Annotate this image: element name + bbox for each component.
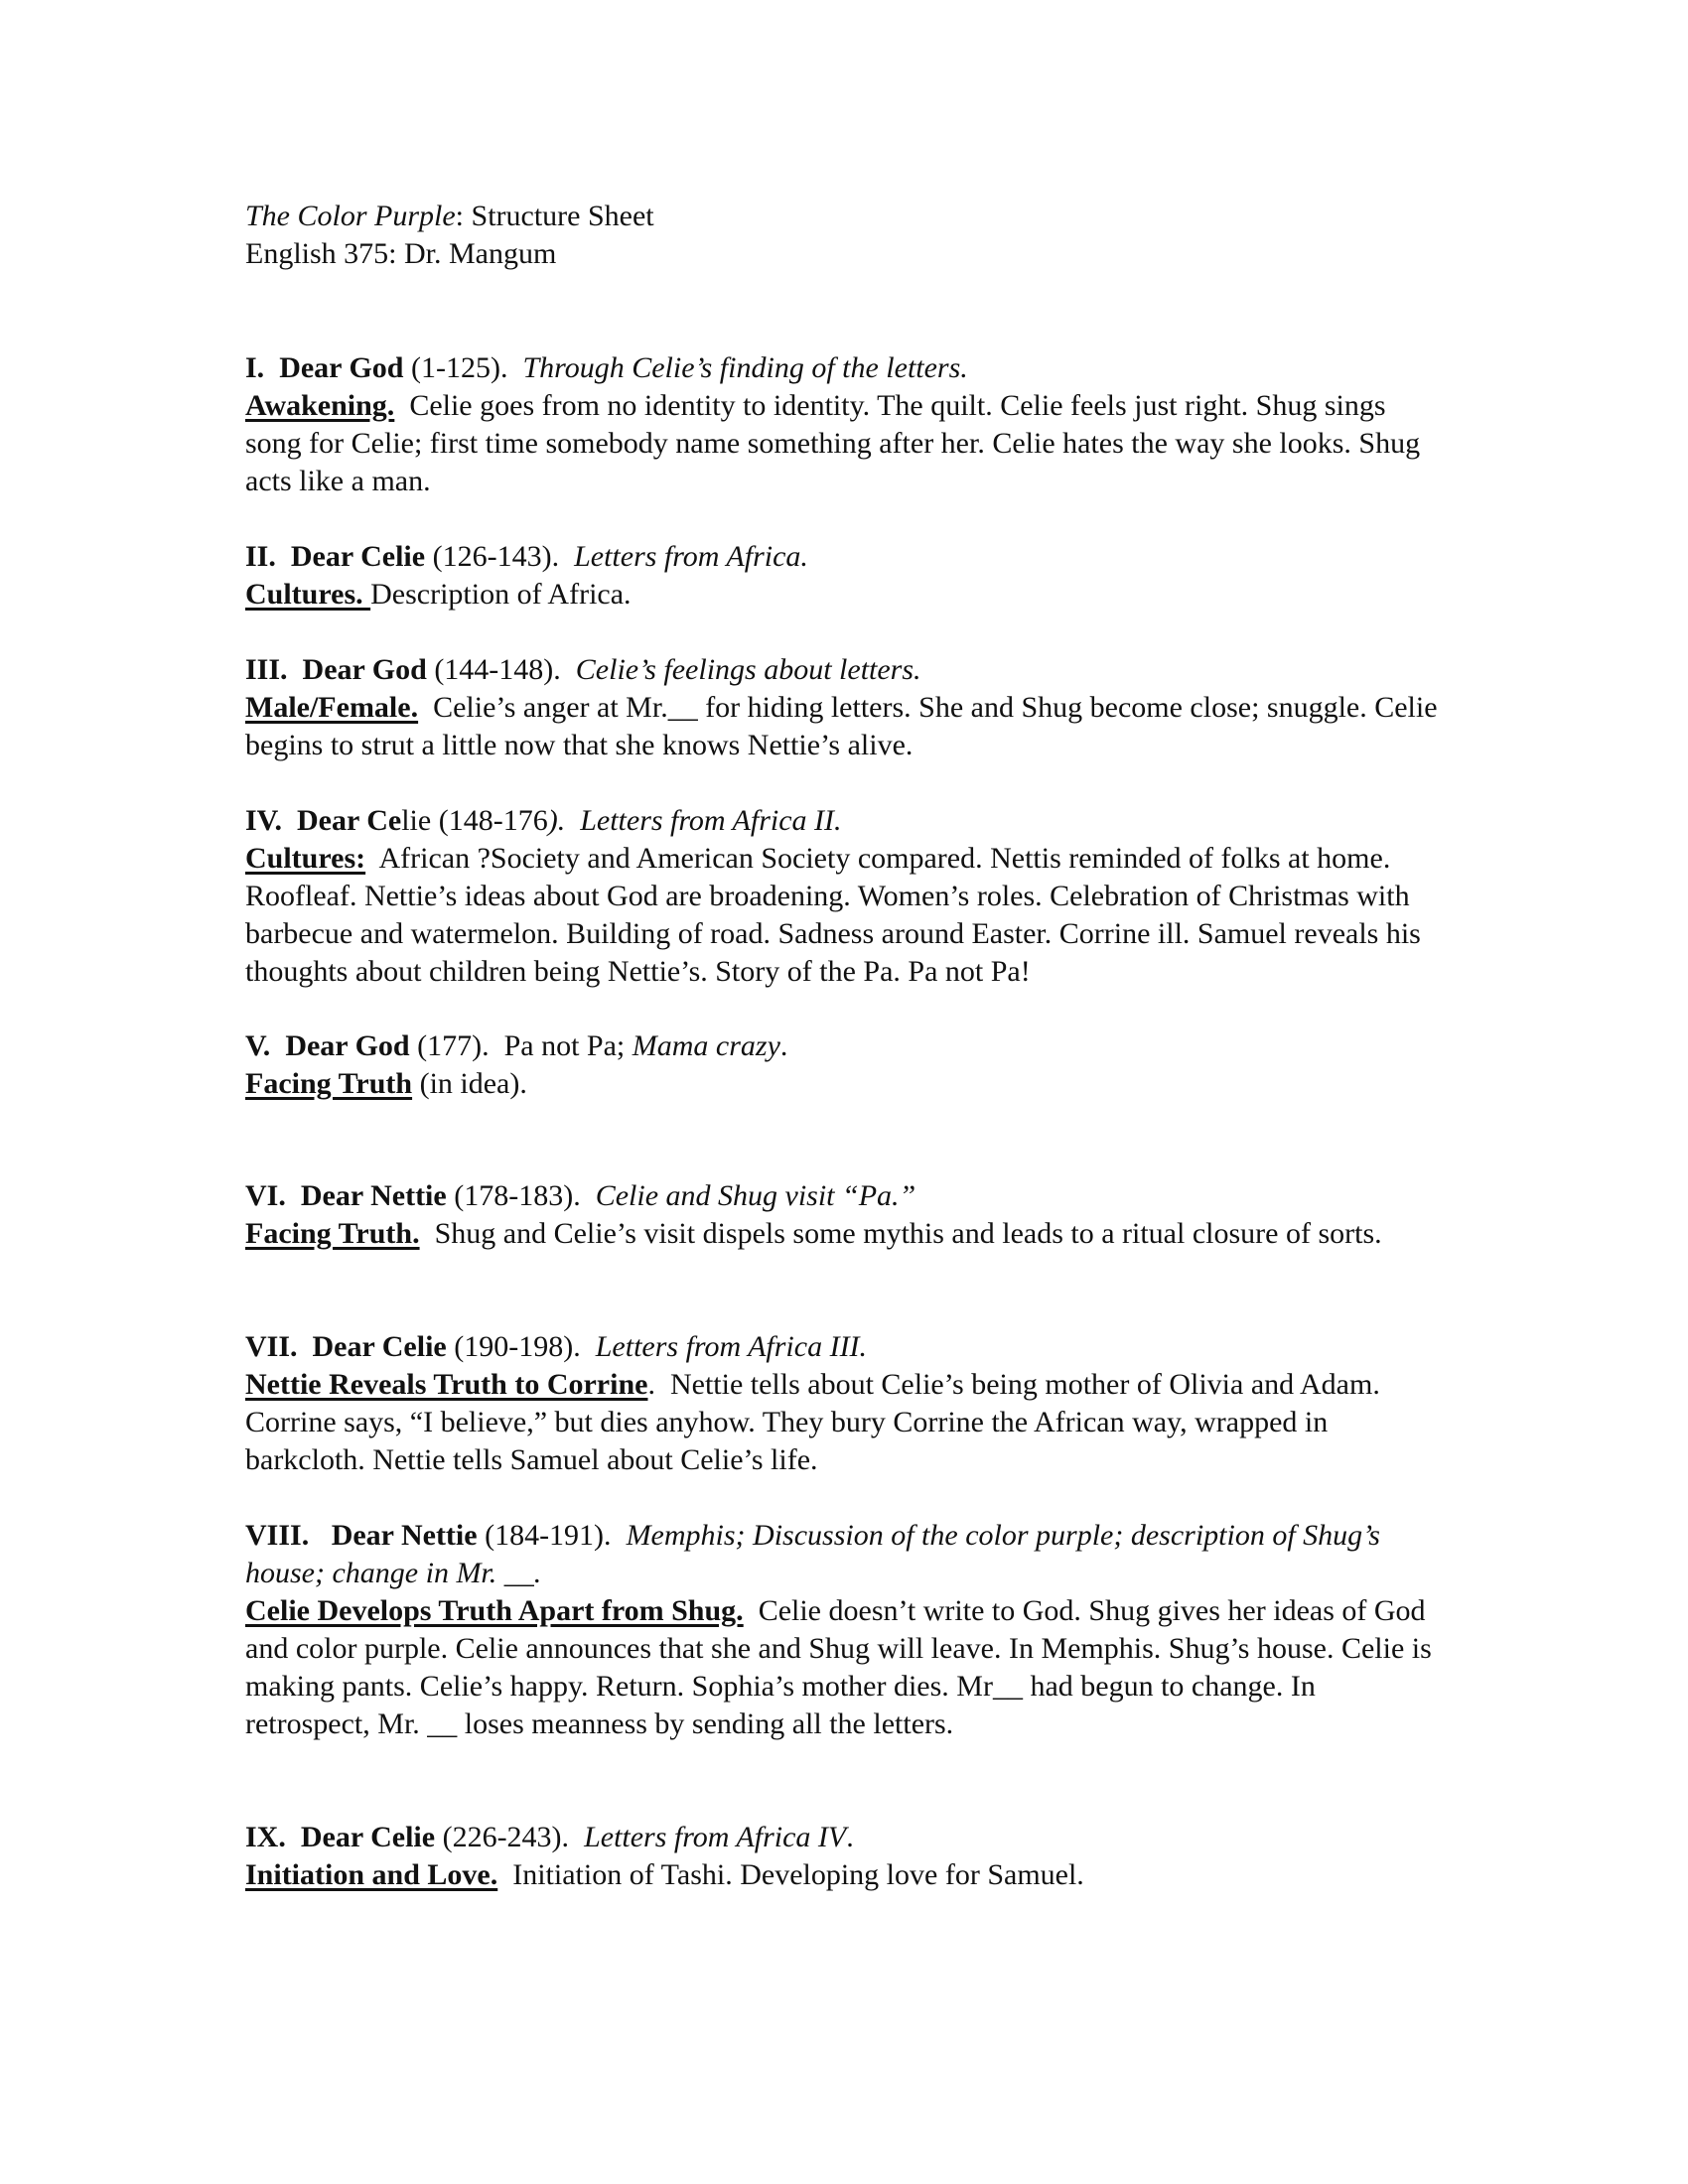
section-theme: Cultures. [245,578,371,611]
summary-end: . [779,1029,788,1062]
section-theme: Facing Truth. [245,1217,420,1250]
section-1 [245,349,1447,500]
section-9 [245,1819,1447,1894]
section-heading [245,538,1447,576]
page-range: (178-183). [446,1179,581,1212]
page-range: (226-243). [435,1821,570,1853]
book-title: The Color Purple [245,200,456,232]
section-heading [245,1027,1447,1065]
section-body [245,576,1447,614]
section-body [245,1856,1447,1894]
section-theme: Cultures: [245,842,366,875]
page-range: (177). [409,1029,490,1062]
section-theme: Male/Female. [245,691,419,724]
section-summary-plain: Pa not Pa; [503,1029,633,1062]
page-range: (126-143). [425,540,560,573]
section-summary: Letters from Africa IV [584,1821,847,1853]
document-header [245,198,1447,273]
section-numeral: IX. [245,1821,286,1853]
section-heading [245,1177,1447,1215]
section-body [245,1065,1447,1103]
section-title: Dear Celie [300,1821,436,1853]
page-range: (148-176 [431,804,548,837]
theme-end: . [647,1368,655,1401]
section-summary: Letters from Africa III. [595,1330,868,1363]
section-body [245,1592,1447,1743]
section-theme: Initiation and Love. [245,1858,498,1891]
section-summary: Celie’s feelings about letters. [575,653,921,686]
section-summary: Celie and Shug visit “Pa.” [595,1179,916,1212]
section-title: Dear Ce [296,804,402,837]
section-numeral: VII. [245,1330,298,1363]
section-7 [245,1328,1447,1479]
section-title: Dear Nettie [300,1179,447,1212]
page-range: (144-148). [426,653,561,686]
section-text: Initiation of Tashi. Developing love for Samuel. [512,1858,1084,1891]
section-title: Dear Nettie [331,1519,478,1552]
section-2 [245,538,1447,614]
section-heading [245,349,1447,387]
section-body [245,840,1447,991]
section-5 [245,1027,1447,1103]
section-theme: Awakening. [245,389,395,422]
section-heading [245,651,1447,689]
summary-end: . [846,1821,854,1853]
section-title: Dear God [302,653,427,686]
section-theme: Facing Truth [245,1067,413,1100]
section-body [245,1366,1447,1479]
section-numeral: VI. [245,1179,286,1212]
section-title: Dear God [279,351,404,384]
section-heading [245,802,1447,840]
section-numeral: III. [245,653,288,686]
section-8 [245,1517,1447,1743]
page-range-close: ). [547,804,566,837]
section-numeral: V. [245,1029,271,1062]
section-summary: Memphis; Discussion of the color purple; description of Shug’s house; change in Mr. __. [245,1519,1380,1589]
section-text: Celie’s anger at Mr.__ for hiding letters. She and Shug become close; snuggle. Celie begins to strut a little now that she knows Nettie’s alive. [245,691,1438,761]
section-text: Celie doesn’t write to God. Shug gives her ideas of God and color purple. Celie announces that she and Shug will leave. In Memphis. Shug’s house. Celie is making pants. Celie’s happy. Return. Sophia’s mother dies. Mr__ had begun to change. In retrospect, Mr. __ loses meanness by sending all the letters. [245,1594,1432,1740]
section-theme: Celie Develops Truth Apart from Shug. [245,1594,744,1627]
page-range: (190-198). [446,1330,581,1363]
section-numeral: IV. [245,804,282,837]
section-text: Description of Africa. [370,578,632,611]
page-range: (184-191). [477,1519,612,1552]
section-3 [245,651,1447,764]
section-summary: Letters from Africa. [574,540,808,573]
section-numeral: II. [245,540,276,573]
document-title [245,198,1447,235]
section-title-rest: lie [401,804,432,837]
course-line: English 375: Dr. Mangum [245,237,557,270]
section-text: (in idea). [419,1067,527,1100]
section-numeral: I. [245,351,265,384]
section-title: Dear Celie [312,1330,447,1363]
section-text: Nettie tells about Celie’s being mother of Olivia and Adam. Corrine says, “I believe,” but dies anyhow. They bury Corrine the African way, wrapped in barkcloth. Nettie tells Samuel about Celie’s life. [245,1368,1380,1476]
section-summary: Mama crazy [632,1029,780,1062]
section-title: Dear Celie [290,540,426,573]
section-heading [245,1328,1447,1366]
section-text: African ?Society and American Society compared. Nettis reminded of folks at home. Roofleaf. Nettie’s ideas about God are broadening. Women’s roles. Celebration of Christmas with barbecue and watermelon. Building of road. Sadness around Easter. Corrine ill. Samuel reveals his thoughts about children being Nettie’s. Story of the Pa. Pa not Pa! [245,842,1421,988]
section-body [245,1215,1447,1253]
section-title: Dear God [285,1029,410,1062]
section-4 [245,802,1447,991]
title-suffix: : Structure Sheet [455,200,654,232]
section-text: Shug and Celie’s visit dispels some mythis and leads to a ritual closure of sorts. [434,1217,1382,1250]
section-6 [245,1177,1447,1253]
section-summary: Through Celie’s finding of the letters. [522,351,968,384]
section-summary: Letters from Africa II. [580,804,842,837]
section-body [245,387,1447,500]
section-theme: Nettie Reveals Truth to Corrine [245,1368,648,1401]
section-heading [245,1517,1447,1592]
section-heading [245,1819,1447,1856]
section-numeral: VIII. [245,1519,310,1552]
section-text: Celie goes from no identity to identity. The quilt. Celie feels just right. Shug sings song for Celie; first time somebody name something after her. Celie hates the way she looks. Shug acts like a man. [245,389,1421,497]
page-range: (1-125). [403,351,508,384]
section-body [245,689,1447,764]
